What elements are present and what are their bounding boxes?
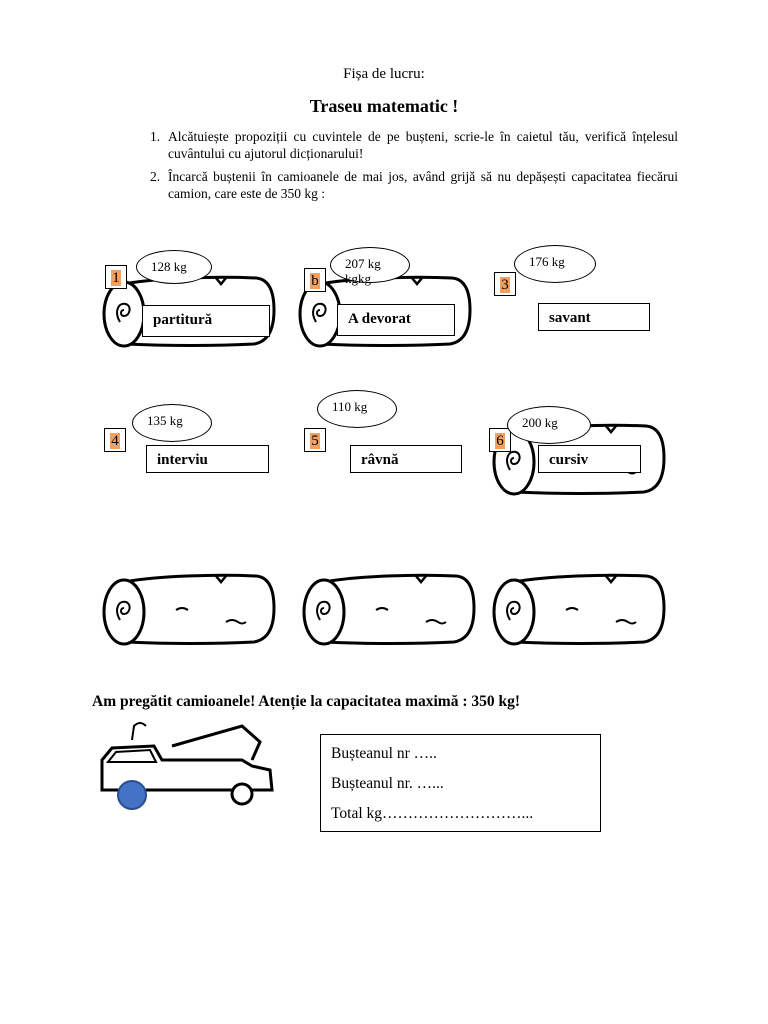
word-box: savant [538,303,650,331]
log-icon [296,560,481,650]
answer-box [320,734,601,832]
log-icon [486,560,671,650]
worksheet-subtitle: Fișa de lucru: [343,66,425,82]
word-box: râvnă [350,445,462,473]
worksheet-title: Traseu matematic ! [309,96,459,116]
log-number-badge: 6 [489,428,511,452]
instruction-text: Încarcă buștenii în camioanele de mai jos, având grijă să nu depășești capacitatea fiecărui camion, care este de 350 kg : [168,169,678,201]
instructions-list [150,128,678,208]
weight-bubble: 128 kg [136,250,212,284]
trucks-ready-note: Am pregătit camioanele! Atenție la capacitatea maximă : 350 kg! [92,693,521,710]
log-number-badge: 5 [304,428,326,452]
word-box: partitură [142,305,270,337]
log-number-badge: 3 [494,272,516,296]
log-number-badge: 1 [105,265,127,289]
answer-line-log1: Bușteanul nr ….. [331,745,437,762]
weight-bubble: 135 kg [132,404,212,442]
instruction-number: 2. [150,169,161,184]
answer-line-log2: Bușteanul nr. …... [331,775,444,792]
instruction-text: Alcătuiește propoziții cu cuvintele de pe bușteni, scrie-le în caietul tău, verifică înțelesul cuvântului cu ajutorul dicționarului! [168,129,678,161]
instruction-item [150,168,678,202]
answer-line-total: Total kg………………………... [331,805,534,822]
word-box: A devorat [337,304,455,336]
word-box: interviu [146,445,269,473]
weight-bubble: 110 kg [317,390,397,428]
instruction-item [150,128,678,162]
weight-bubble: 207 kg kgkg [330,247,410,283]
word-box: cursiv [538,445,641,473]
weight-bubble: 176 kg [514,245,596,283]
log-number-badge: b [304,268,326,292]
log-number-badge: 4 [104,428,126,452]
log-icon [96,560,281,650]
truck-icon [92,720,282,810]
instruction-number: 1. [150,129,161,144]
weight-bubble: 200 kg [507,406,591,444]
